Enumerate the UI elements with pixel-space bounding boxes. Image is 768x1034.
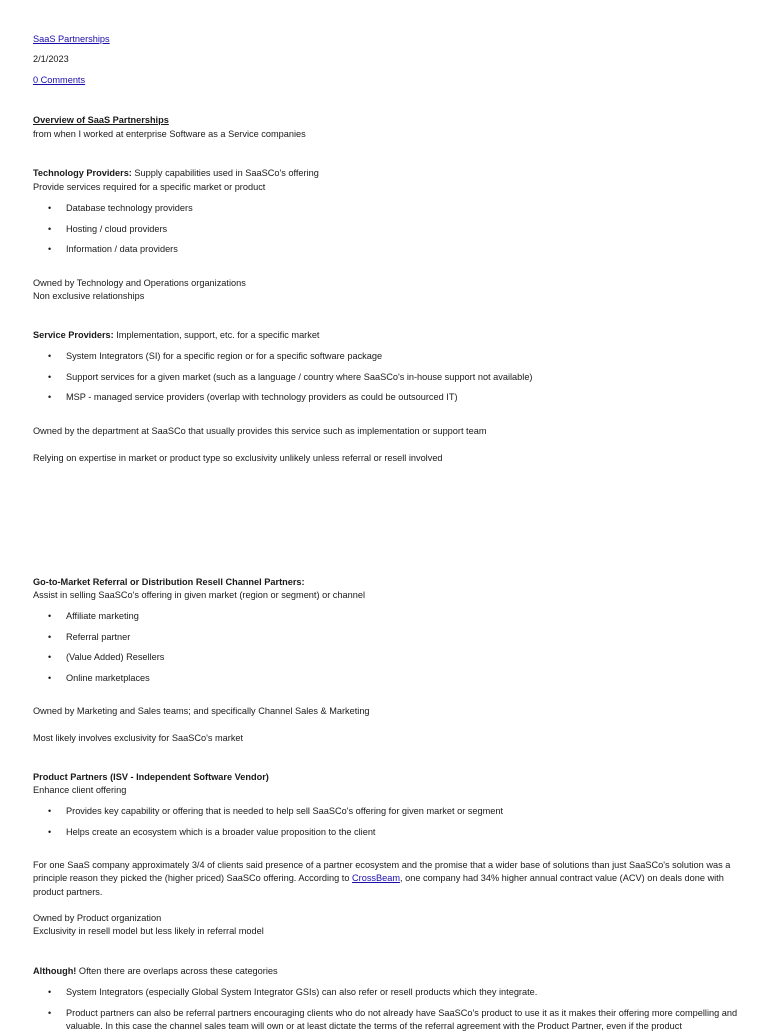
list-item: • Helps create an ecosystem which is a broader value proposition to the client	[33, 826, 738, 847]
tech-list	[33, 202, 738, 264]
product-paragraph	[33, 859, 738, 899]
list-item: • System Integrators (SI) for a specific region or for a specific software package	[33, 350, 738, 371]
list-item: • Referral partner	[33, 631, 738, 652]
list-item: • Online marketplaces	[33, 672, 738, 693]
product-owned: Owned by Product organization	[33, 913, 162, 923]
list-item: • Affiliate marketing	[33, 610, 738, 631]
list-item: • Product partners can also be referral partners encouraging clients who do not already have SaaSCo's product to use it as it makes their offering more compelling and valuable. In this case the channel sales team will own or at least dictate the terms of the referral agreement with the Product Partner, even if the product	[33, 1007, 738, 1034]
product-paragraph-before: For one SaaS company approximately 3/4 of clients said presence of a partner ecosystem and the promise that a wider base of solutions than just SaaSCo's solution was a principle reason they picked the (higher priced) SaaSCo offering. According to	[33, 860, 731, 884]
service-desc: Implementation, support, etc. for a specific market	[113, 330, 320, 340]
product-list	[33, 805, 738, 847]
overview-heading	[33, 114, 738, 127]
service-relying: Relying on expertise in market or product type so exclusivity unlikely unless referral or resell involved	[33, 453, 443, 463]
service-list	[33, 350, 738, 412]
product-line2: Enhance client offering	[33, 785, 127, 795]
gtm-line2: Assist in selling SaaSCo's offering in given market (region or segment) or channel	[33, 590, 365, 600]
list-item: • Support services for a given market (such as a language / country where SaaSCo's in-house support not available)	[33, 371, 738, 392]
crossbeam-link[interactable]: CrossBeam	[352, 873, 401, 884]
although-label: Although!	[33, 966, 77, 976]
service-owned: Owned by the department at SaaSCo that usually provides this service such as implementation or support team	[33, 426, 487, 436]
although-desc: Often there are overlaps across these categories	[76, 966, 278, 976]
gtm-heading	[33, 576, 738, 589]
gtm-list	[33, 610, 738, 692]
service-label: Service Providers:	[33, 330, 114, 340]
gtm-label: Go-to-Market Referral or Distribution Resell Channel Partners:	[33, 577, 305, 587]
list-item: • Information / data providers	[33, 243, 738, 264]
list-item: • Hosting / cloud providers	[33, 223, 738, 244]
list-item: • MSP - managed service providers (overlap with technology providers as could be outsourced IT)	[33, 391, 738, 412]
tech-heading	[33, 167, 738, 180]
although-list	[33, 986, 738, 1034]
post-date: 2/1/2023	[33, 54, 69, 64]
service-heading	[33, 329, 738, 342]
tech-desc: Supply capabilities used in SaaSCo's offering	[131, 168, 319, 178]
product-exclusivity: Exclusivity in resell model but less likely in referral model	[33, 926, 264, 936]
comments-link[interactable]: 0 Comments	[33, 75, 86, 85]
tech-nonexclusive: Non exclusive relationships	[33, 291, 145, 301]
overview-subtitle: from when I worked at enterprise Software as a Service companies	[33, 129, 306, 139]
tech-line2: Provide services required for a specific market or product	[33, 182, 266, 192]
product-paragraph-after: , one company had 34% higher annual contract value (ACV) on deals done with product partners.	[33, 873, 724, 897]
tech-owned: Owned by Technology and Operations organizations	[33, 278, 246, 288]
overview-heading-text: Overview of SaaS Partnerships	[33, 115, 169, 125]
gtm-exclusivity: Most likely involves exclusivity for SaaSCo's market	[33, 733, 244, 743]
list-item: • (Value Added) Resellers	[33, 651, 738, 672]
gtm-owned: Owned by Marketing and Sales teams; and specifically Channel Sales & Marketing	[33, 706, 370, 716]
list-item: • System Integrators (especially Global System Integrator GSIs) can also refer or resell products which they integrate.	[33, 986, 738, 999]
product-label: Product Partners (ISV - Independent Software Vendor)	[33, 772, 269, 782]
although-heading	[33, 965, 738, 978]
tech-label: Technology Providers:	[33, 168, 132, 178]
list-item: • Provides key capability or offering that is needed to help sell SaaSCo's offering for given market or segment	[33, 805, 738, 826]
list-item: • Database technology providers	[33, 202, 738, 223]
product-heading	[33, 771, 738, 784]
post-title-link[interactable]: SaaS Partnerships	[33, 34, 110, 44]
